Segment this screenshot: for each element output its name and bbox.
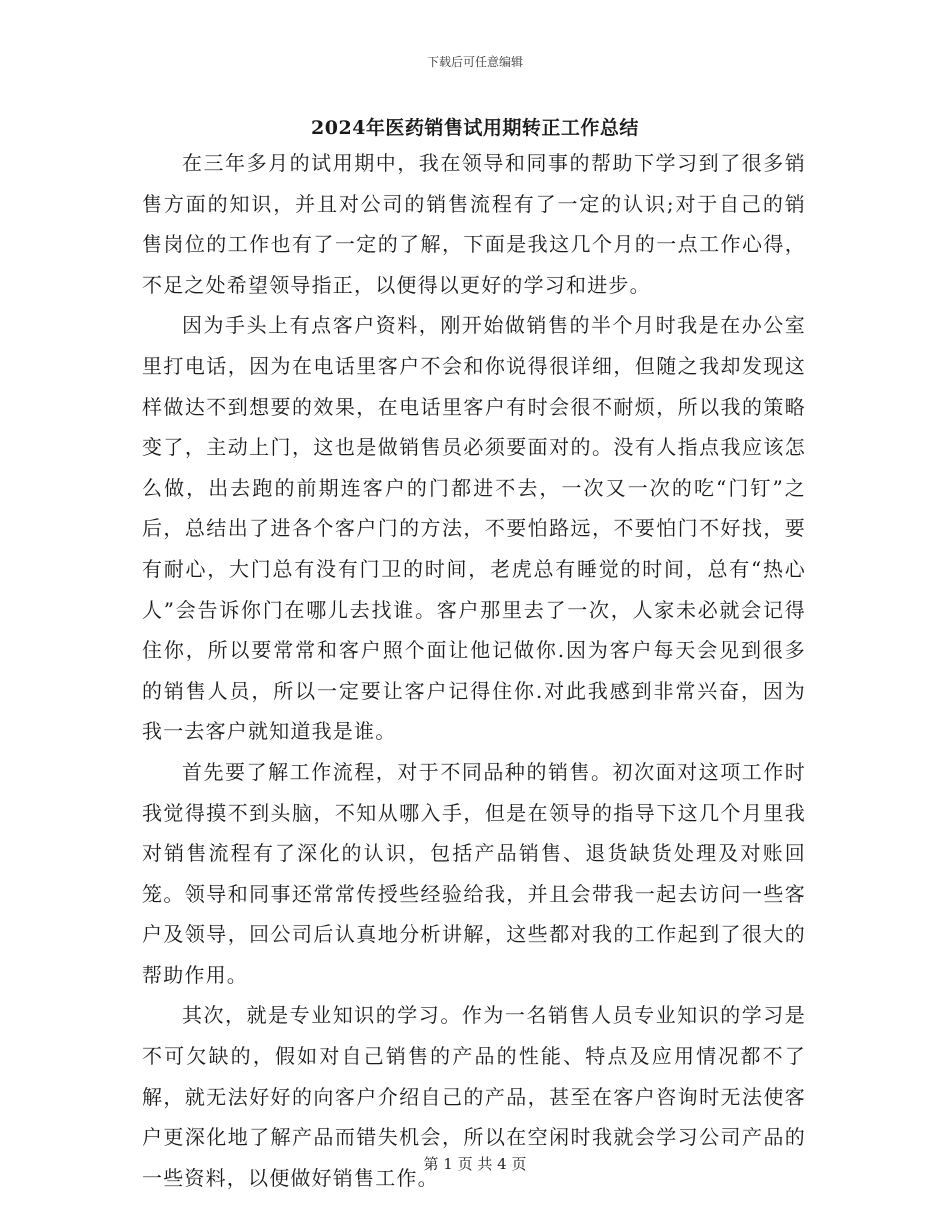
- document-body: [142, 143, 806, 1198]
- document-title: 2024年医药销售试用期转正工作总结: [311, 117, 639, 139]
- paragraph: 首先要了解工作流程，对于不同品种的销售。初次面对这项工作时我觉得摸不到头脑，不知从哪入手，但是在领导的指导下这几个月里我对销售流程有了深化的认识，包括产品销售、退货缺货处理及对账回笼。领导和同事还常常传授些经验给我，并且会带我一起去访问一些客户及领导，回公司后认真地分析讲解，这些都对我的工作起到了很大的帮助作用。: [142, 759, 806, 987]
- paragraph: 因为手头上有点客户资料，刚开始做销售的半个月时我是在办公室里打电话，因为在电话里客户不会和你说得很详细，但随之我却发现这样做达不到想要的效果，在电话里客户有时会很不耐烦，所以我的策略变了，主动上门，这也是做销售员必须要面对的。没有人指点我应该怎么做，出去跑的前期连客户的门都进不去，一次又一次的吃“门钉”之后，总结出了进各个客户门的方法，不要怕路远，不要怕门不好找，要有耐心，大门总有没有门卫的时间，老虎总有睡觉的时间，总有“热心人”会告诉你门在哪儿去找谁。客户那里去了一次，人家未必就会记得住你，所以要常常和客户照个面让他记做你.因为客户每天会见到很多的销售人员，所以一定要让客户记得住你.对此我感到非常兴奋，因为我一去客户就知道我是谁。: [142, 313, 806, 744]
- page-number: 第 1 页 共 4 页: [423, 1155, 527, 1173]
- paragraph: 在三年多月的试用期中，我在领导和同事的帮助下学习到了很多销售方面的知识，并且对公司的销售流程有了一定的认识;对于自己的销售岗位的工作也有了一定的了解，下面是我这几个月的一点工作心得，不足之处希望领导指正，以便得以更好的学习和进步。: [142, 151, 806, 297]
- page-header-note: 下载后可任意编辑: [426, 55, 523, 69]
- paragraph: 其次，就是专业知识的学习。作为一名销售人员专业知识的学习是不可欠缺的，假如对自己销售的产品的性能、特点及应用情况都不了解，就无法好好的向客户介绍自己的产品，甚至在客户咨询时无法使客户更深化地了解产品而错失机会，所以在空闲时我就会学习公司产品的一些资料，以便做好销售工作。: [142, 1003, 806, 1190]
